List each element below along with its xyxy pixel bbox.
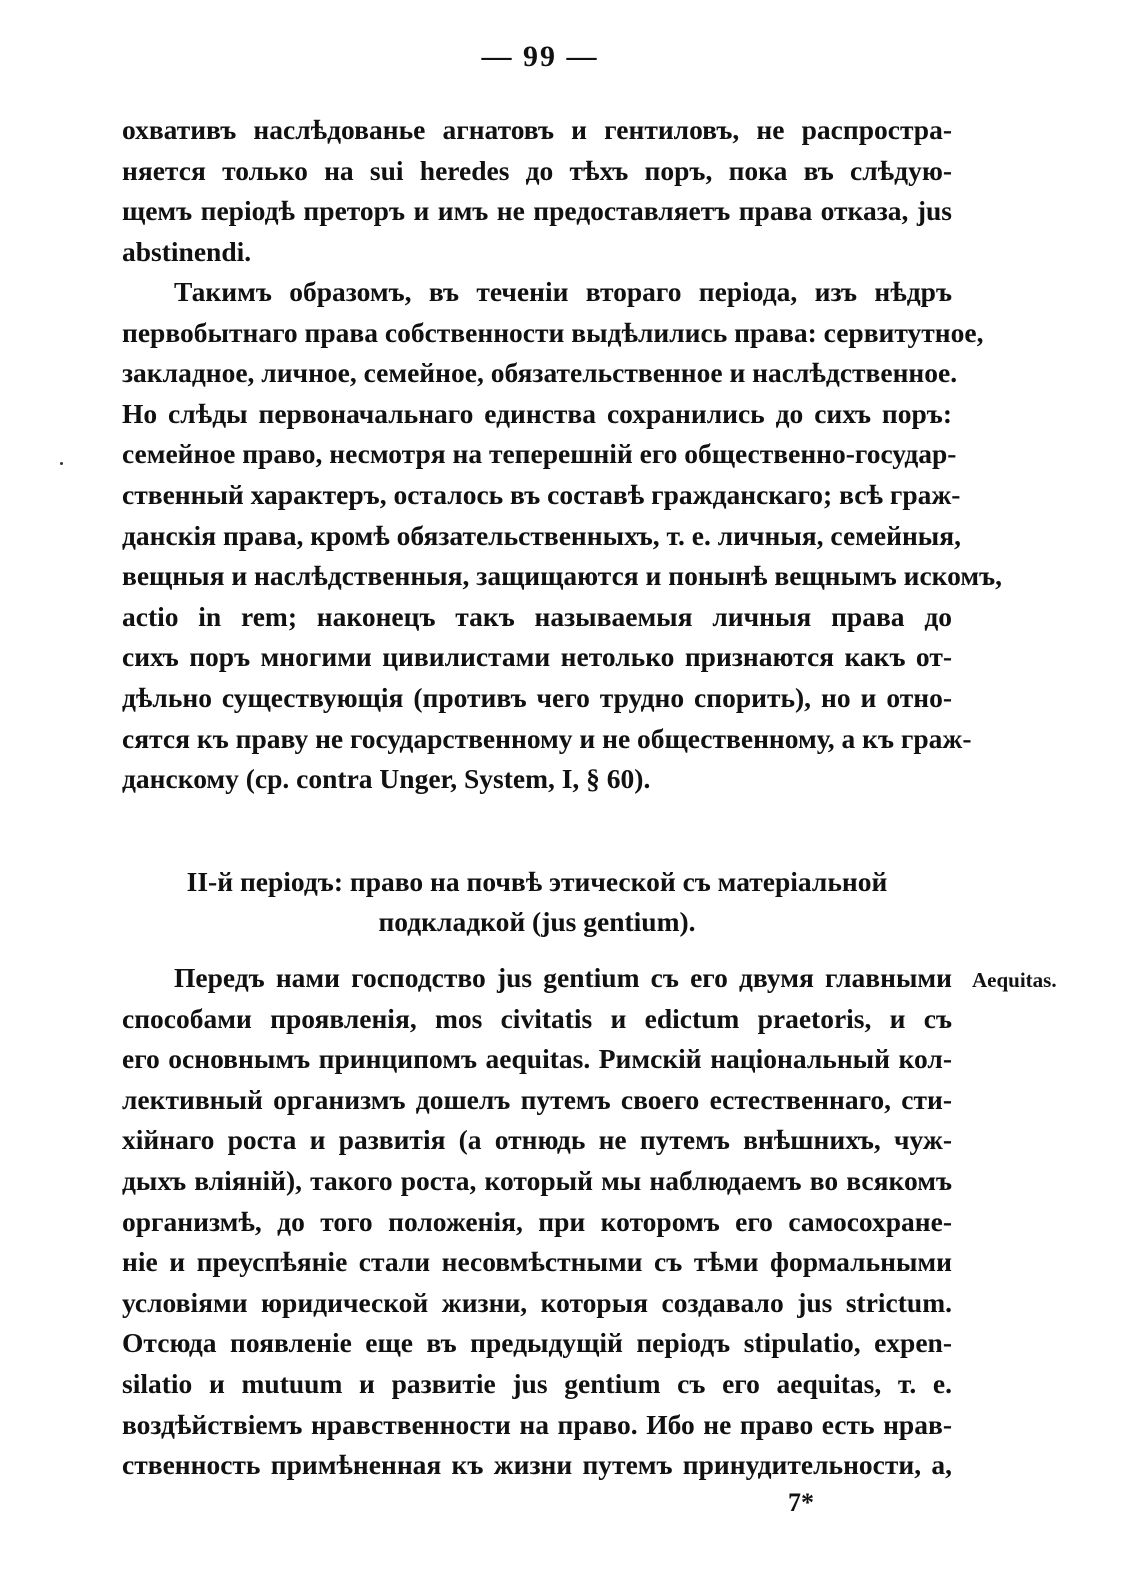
stray-ink-dot — [60, 462, 63, 465]
paragraph-1-line: abstinendi. — [122, 235, 252, 267]
paragraph-2-line: данскому (ср. contra Unger, System, I, § 60). — [122, 763, 651, 795]
paragraph-2-line: дѣльно существующія (противъ чего трудно спорить), но и отно- — [122, 681, 952, 713]
margin-note: Aequitas. — [972, 968, 1057, 992]
paragraph-2-line: Такимъ образомъ, въ теченіи втораго періода, изъ нѣдръ — [174, 276, 952, 307]
paragraph-3-line: ніе и преуспѣяніе стали несовмѣстными съ тѣми формальными — [122, 1246, 952, 1278]
paragraph-3-line: способами проявленія, mos civitatis и edictum praetoris, и съ — [122, 1002, 952, 1034]
paragraph-2-line: семейное право, несмотря на теперешній его общественно-государ- — [122, 438, 957, 470]
paragraph-2-line: сятся къ праву не государственному и не общественному, а къ граж- — [122, 722, 972, 754]
paragraph-3-line: условіями юридической жизни, которыя создавало jus strictum. — [122, 1286, 952, 1318]
paragraph-2-line: первобытнаго права собственности выдѣлились права: сервитутное, — [122, 316, 984, 348]
paragraph-3-line: silatio и mutuum и развитіе jus gentium съ его aequitas, т. е. — [122, 1367, 952, 1399]
signature-mark: 7* — [788, 1488, 814, 1517]
paragraph-2-line: Но слѣды первоначальнаго единства сохранились до сихъ поръ: — [122, 397, 952, 429]
section-heading-line-1: II-й періодъ: право на почвѣ этической съ матеріальной — [186, 866, 888, 897]
paragraph-1 — [122, 110, 952, 272]
paragraph-2-line: данскія права, кромѣ обязательственныхъ, т. е. личныя, семейныя, — [122, 519, 962, 551]
paragraph-1-line: охвативъ наслѣдованье агнатовъ и гентиловъ, не распростра- — [122, 114, 952, 145]
paragraph-3-line: Отсюда появленіе еще въ предыдущій періодъ stipulatio, expen- — [122, 1327, 952, 1359]
paragraph-3 — [122, 958, 952, 1486]
section-heading — [122, 862, 952, 942]
paragraph-3-line: Передъ нами господство jus gentium съ его двумя главными — [174, 962, 952, 993]
paragraph-3-line: хійнаго роста и развитія (а отнюдь не путемъ внѣшнихъ, чуж- — [122, 1124, 952, 1156]
paragraph-2-line: закладное, личное, семейное, обязательственное и наслѣдственное. — [122, 357, 958, 389]
section-heading-line-2: подкладкой (jus gentium). — [378, 906, 696, 937]
paragraph-3-line: лективный организмъ дошелъ путемъ своего естественнаго, сти- — [122, 1083, 952, 1115]
paragraph-1-line: няется только на sui heredes до тѣхъ поръ, пока въ слѣдую- — [122, 154, 952, 186]
paragraph-3-line: ственность примѣненная къ жизни путемъ принудительности, а, — [122, 1449, 952, 1481]
paragraph-3-line: воздѣйствіемъ нравственности на право. Ибо не право есть нрав- — [122, 1408, 952, 1440]
paragraph-3-line: дыхъ вліяній), такого роста, который мы наблюдаемъ во всякомъ — [122, 1164, 952, 1196]
paragraph-3-line: организмѣ, до того положенія, при которомъ его самосохране- — [122, 1205, 952, 1237]
paragraph-2-line: ственный характеръ, осталось въ составѣ гражданскаго; всѣ граж- — [122, 478, 961, 510]
paragraph-2 — [122, 272, 1003, 800]
paragraph-2-line: вещныя и наслѣдственныя, защищаются и понынѣ вещнымъ искомъ, — [122, 560, 1003, 592]
paragraph-2-line: actio in rem; наконецъ такъ называемыя личныя права до — [122, 600, 952, 632]
paragraph-2-line: сихъ поръ многими цивилистами нетолько признаются какъ от- — [122, 641, 952, 673]
paragraph-3-line: его основнымъ принципомъ aequitas. Римскій національный кол- — [122, 1043, 952, 1075]
page-number: — 99 — — [481, 40, 599, 73]
paragraph-1-line: щемъ періодѣ преторъ и имъ не предоставляетъ права отказа, jus — [122, 195, 952, 227]
